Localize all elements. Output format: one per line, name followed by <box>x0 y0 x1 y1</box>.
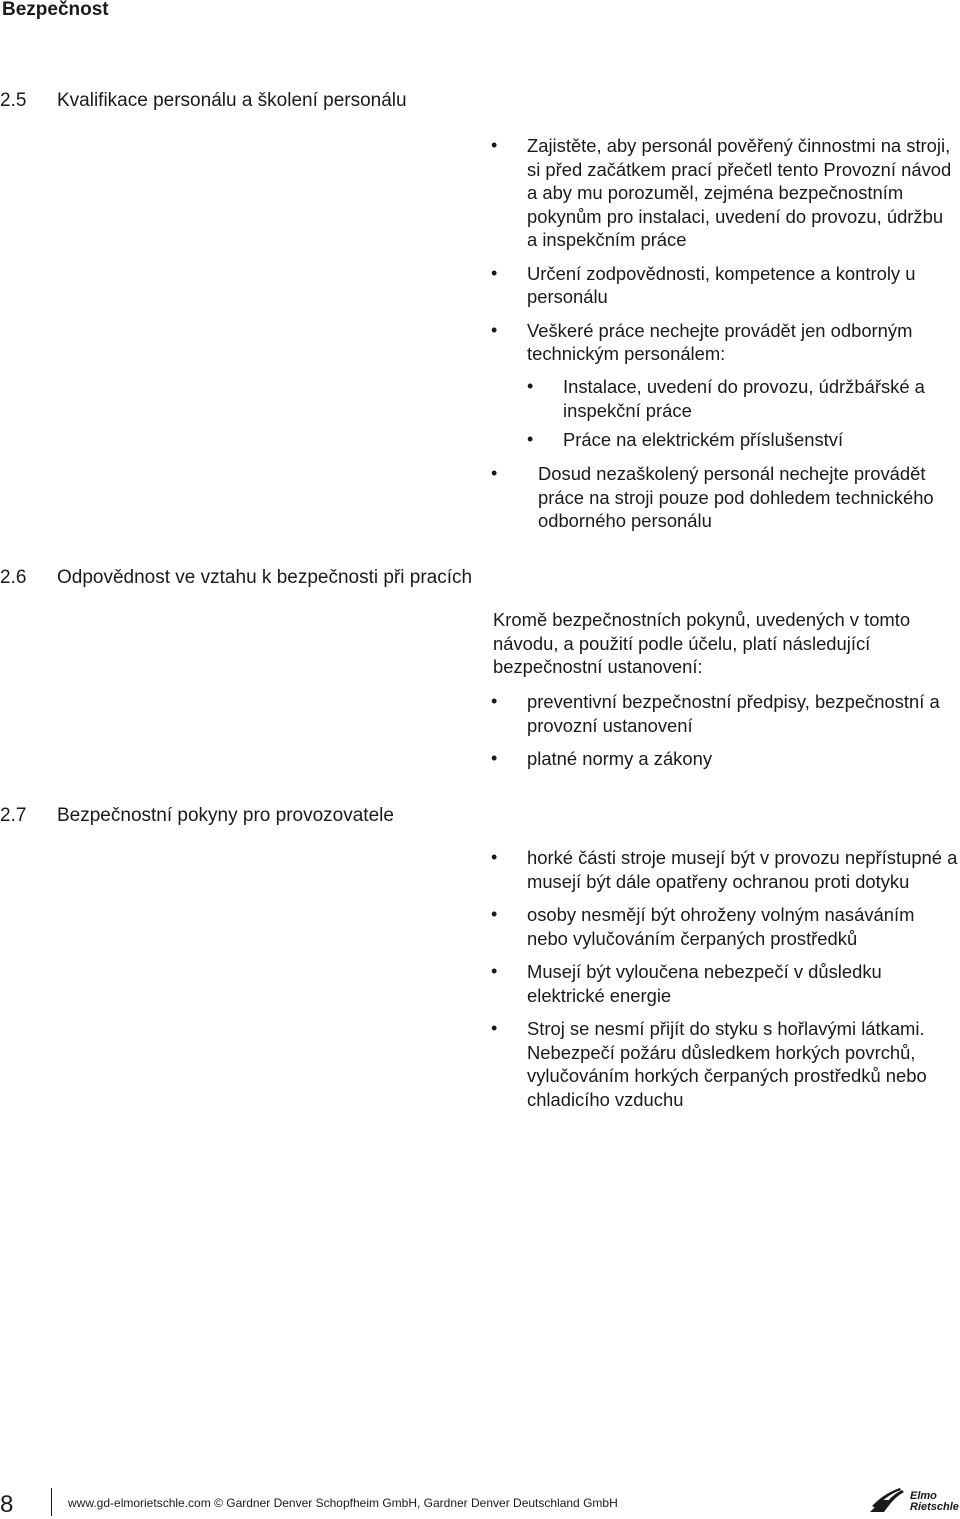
section-number: 2.5 <box>0 90 27 111</box>
section-2-5-bullets <box>491 134 953 366</box>
company-logo <box>868 1486 960 1514</box>
bullet-icon: • <box>491 904 498 924</box>
section-2-5-sub-bullets <box>527 375 957 452</box>
bullet-icon: • <box>491 319 498 340</box>
logo-text-rietschle: Rietschle <box>910 1501 959 1513</box>
section-2-5-heading <box>0 90 960 116</box>
section-2-7-bullets <box>491 846 959 1111</box>
list-item: • Stroj se nesmí přijít do styku s hořlavými látkami. Nebezpečí požáru důsledkem horkých povrchů, vylučováním horkých čerpaných prostředků nebo chladicího vzduchu <box>491 1018 927 1110</box>
list-item: • horké části stroje musejí být v provozu nepřístupné a musejí být dále opatřeny ochranou proti dotyku <box>491 847 958 892</box>
bullet-icon: • <box>491 961 498 981</box>
bullet-icon: • <box>527 429 534 449</box>
section-title: Bezpečnostní pokyny pro provozovatele <box>57 805 394 826</box>
list-item: • Musejí být vyloučena nebezpečí v důsledku elektrické energie <box>491 961 882 1006</box>
footer-divider <box>51 1488 52 1516</box>
list-item: • osoby nesmějí být ohroženy volným nasáváním nebo vylučováním čerpaných prostředků <box>491 904 915 949</box>
section-2-6-heading <box>0 567 960 593</box>
bullet-icon: • <box>491 262 498 283</box>
bullet-icon: • <box>491 135 498 155</box>
page-header-title: Bezpečnost <box>2 0 109 20</box>
list-item: • Instalace, uvedení do provozu, údržbářské a inspekční práce <box>527 376 925 421</box>
section-number: 2.7 <box>0 805 27 826</box>
bullet-icon: • <box>527 376 534 396</box>
bullet-icon: • <box>491 463 498 483</box>
section-2-7-heading <box>0 805 960 831</box>
section-2-6-bullets <box>491 690 959 771</box>
section-title: Kvalifikace personálu a školení personálu <box>57 90 407 111</box>
list-item: • preventivní bezpečnostní předpisy, bezpečnostní a provozní ustanovení <box>491 691 940 736</box>
bullet-icon: • <box>491 1018 498 1038</box>
website-link[interactable]: www.gd-elmorietschle.com <box>68 1496 211 1510</box>
section-2-6-paragraph: Kromě bezpečnostních pokynů, uvedených v tomto návodu, a použití podle účelu, platí následující bezpečnostní ustanovení: <box>493 609 911 677</box>
list-item: • Dosud nezaškolený personál nechejte provádět práce na stroji pouze pod dohledem technického odborného personálu <box>491 463 934 531</box>
list-item: • Práce na elektrickém příslušenství <box>527 429 844 450</box>
section-title: Odpovědnost ve vztahu k bezpečnosti při pracích <box>57 567 473 588</box>
section-number: 2.6 <box>0 567 27 588</box>
bullet-icon: • <box>491 691 498 711</box>
section-2-5-last-bullet <box>491 462 956 533</box>
list-item: • Veškeré práce nechejte provádět jen odborným technickým personálem: <box>491 319 913 364</box>
bullet-icon: • <box>491 748 498 768</box>
list-item: • Zajistěte, aby personál pověřený činnostmi na stroji, si před začátkem prací přečetl tento Provozní návod a aby mu porozuměl, zejména bezpečnostním pokynům pro instalaci, uvedení do provozu, údržbu a inspekčním práce <box>491 135 952 250</box>
bullet-icon: • <box>491 847 498 867</box>
list-item: • Určení zodpovědnosti, kompetence a kontroly u personálu <box>491 262 916 307</box>
logo-text-elmo: Elmo <box>910 1490 937 1502</box>
list-item: • platné normy a zákony <box>491 748 713 769</box>
page-number: 8 <box>0 1491 14 1518</box>
copyright-text: © Gardner Denver Schopfheim GmbH, Gardner Denver Deutschland GmbH <box>214 1496 618 1510</box>
footer-text <box>68 1496 618 1510</box>
